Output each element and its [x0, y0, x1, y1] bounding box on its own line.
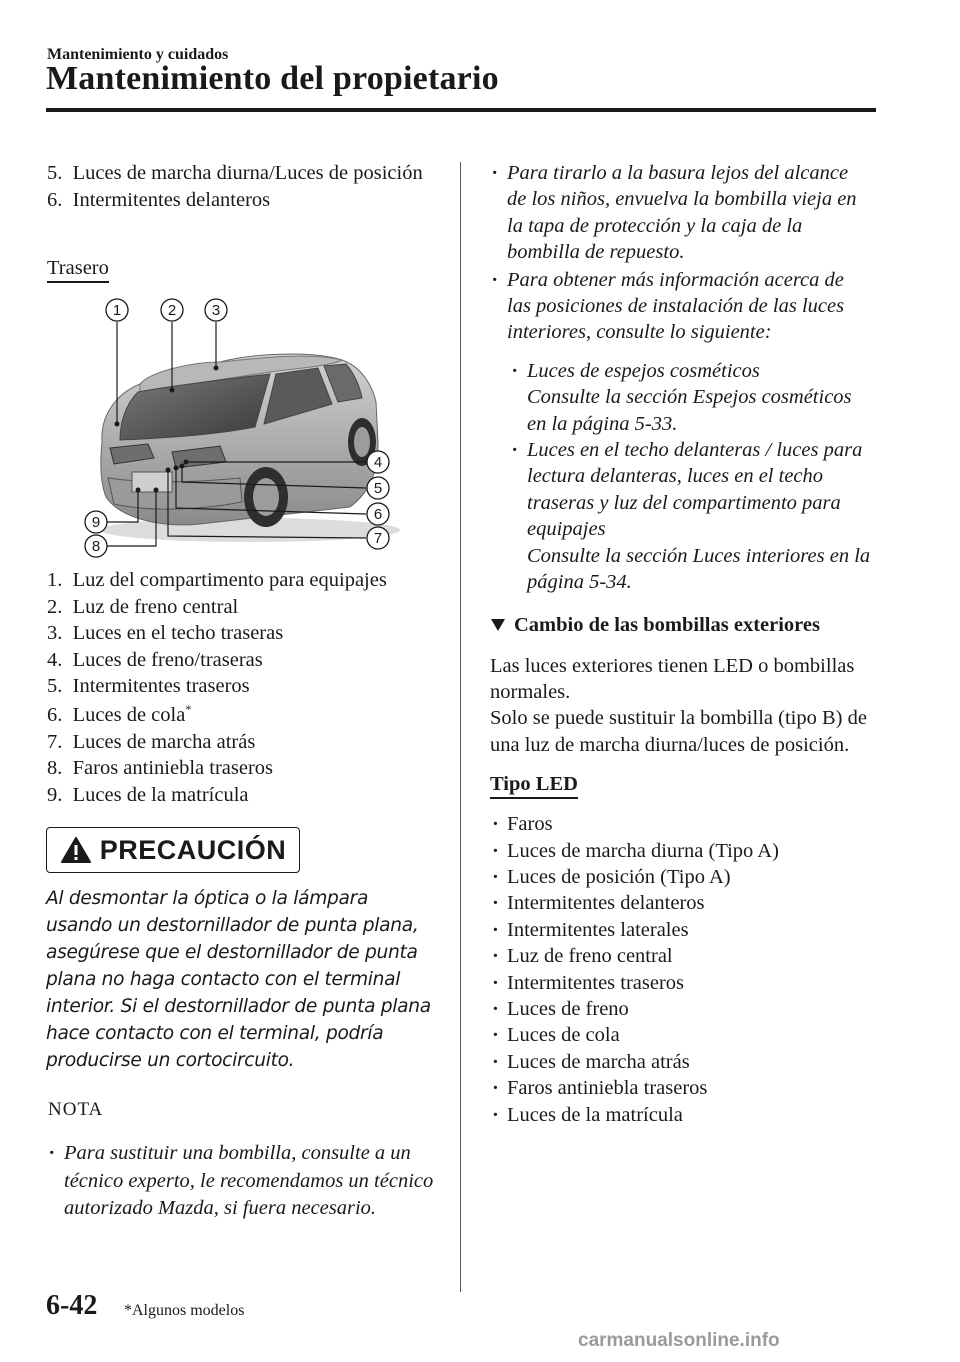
- list-item: · Luz de freno central: [490, 943, 872, 969]
- caution-text: Al desmontar la óptica o la lámpara usando un destornillador de punta plana, asegúrese que el destornillador de punta plana no haga contacto con el terminal interior. Si el destornillador de punta plana hace contacto con el terminal, podría producirse un cortocircuito.: [46, 888, 431, 1071]
- list-item: · Luces de marcha diurna (Tipo A): [490, 838, 872, 864]
- list-item: · Intermitentes traseros: [490, 970, 872, 996]
- triangle-down-icon: [490, 618, 506, 632]
- front-lights-list: [47, 160, 427, 213]
- paragraph: Las luces exteriores tienen LED o bombillas normales.: [490, 654, 855, 703]
- note-bullet: · Para sustituir una bombilla, consulte a un técnico experto, le recomendamos un técnico autorizado Mazda, si fuera necesario.: [47, 1140, 454, 1223]
- list-item: · Luces de cola: [490, 1022, 872, 1048]
- list-item: · Faros: [490, 811, 872, 837]
- callout-7: 7: [373, 530, 383, 547]
- watermark: carmanualsonline.info: [578, 1330, 780, 1351]
- rear-lights-list: [47, 567, 447, 808]
- list-item: 4. Luces de freno/traseras: [47, 648, 263, 671]
- warning-icon: [60, 836, 92, 864]
- list-item: 9. Luces de la matrícula: [47, 783, 249, 806]
- callout-3: 3: [211, 302, 221, 319]
- rear-heading: Trasero: [47, 256, 109, 283]
- callout-8: 8: [91, 538, 101, 555]
- list-item: · Intermitentes laterales: [490, 917, 872, 943]
- callout-4: 4: [373, 454, 383, 471]
- list-item: · Luces de posición (Tipo A): [490, 864, 872, 890]
- list-item: · Intermitentes delanteros: [490, 890, 872, 916]
- page-number: 6-42: [46, 1290, 98, 1321]
- footnote: *Algunos modelos: [124, 1302, 245, 1319]
- section-heading: Cambio de las bombillas exteriores: [490, 614, 872, 637]
- callout-2: 2: [167, 302, 177, 319]
- callout-5: 5: [373, 480, 383, 497]
- list-item: 1. Luz del compartimento para equipajes: [47, 569, 387, 591]
- note-bullet: · Para tirarlo a la basura lejos del alcance de los niños, envuelva la bombilla vieja en la tapa de protección y la caja de la bombilla de repuesto.: [490, 160, 872, 266]
- column-divider: [460, 162, 461, 1292]
- list-item: 2. Luz de freno central: [47, 595, 239, 618]
- sub-bullet: · Luces en el techo delanteras / luces para lectura delanteras, luces en el techo traseras y luz del compartimento para equipajes Consulte la sección Luces interiores en la página 5-34.: [510, 437, 872, 595]
- led-heading: Tipo LED: [490, 772, 872, 799]
- caution-header: [46, 827, 300, 873]
- page-title: Mantenimiento del propietario: [46, 60, 499, 97]
- caution-title: PRECAUCIÓN: [99, 834, 287, 865]
- list-item: 3. Luces en el techo traseras: [47, 622, 284, 645]
- list-item: · Luces de freno: [490, 996, 872, 1022]
- list-item: 5. Intermitentes traseros: [47, 675, 250, 698]
- note-bullet: · Para obtener más información acerca de las posiciones de instalación de las luces interiores, consulte lo siguiente:: [490, 267, 872, 346]
- paragraph: Solo se puede sustituir la bombilla (tipo B) de una luz de marcha diurna/luces de posición.: [490, 707, 867, 756]
- section-label: Mantenimiento y cuidados: [47, 46, 229, 63]
- footnote-marker: *: [185, 702, 192, 717]
- list-item: · Luces de la matrícula: [490, 1102, 872, 1128]
- title-rule: [46, 108, 876, 112]
- right-column: [490, 160, 872, 1128]
- list-item: · Luces de marcha atrás: [490, 1049, 872, 1075]
- rear-car-illustration: [80, 292, 400, 560]
- sub-bullet-group: [510, 358, 872, 596]
- list-item: 8. Faros antiniebla traseros: [47, 757, 274, 780]
- list-item: 7. Luces de marcha atrás: [47, 730, 256, 753]
- list-item: 6. Intermitentes delanteros: [47, 188, 271, 211]
- callout-1: 1: [112, 302, 122, 319]
- led-list: [490, 811, 872, 1128]
- note-label: NOTA: [48, 1099, 104, 1120]
- list-item: 5. Luces de marcha diurna/Luces de posición: [47, 162, 423, 184]
- sub-bullet: · Luces de espejos cosméticos Consulte la sección Espejos cosméticos en la página 5-33.: [510, 358, 872, 437]
- callout-6: 6: [373, 506, 383, 523]
- callout-9: 9: [91, 514, 101, 531]
- list-item: · Faros antiniebla traseros: [490, 1075, 872, 1101]
- list-item: 6. Luces de cola*: [47, 702, 192, 726]
